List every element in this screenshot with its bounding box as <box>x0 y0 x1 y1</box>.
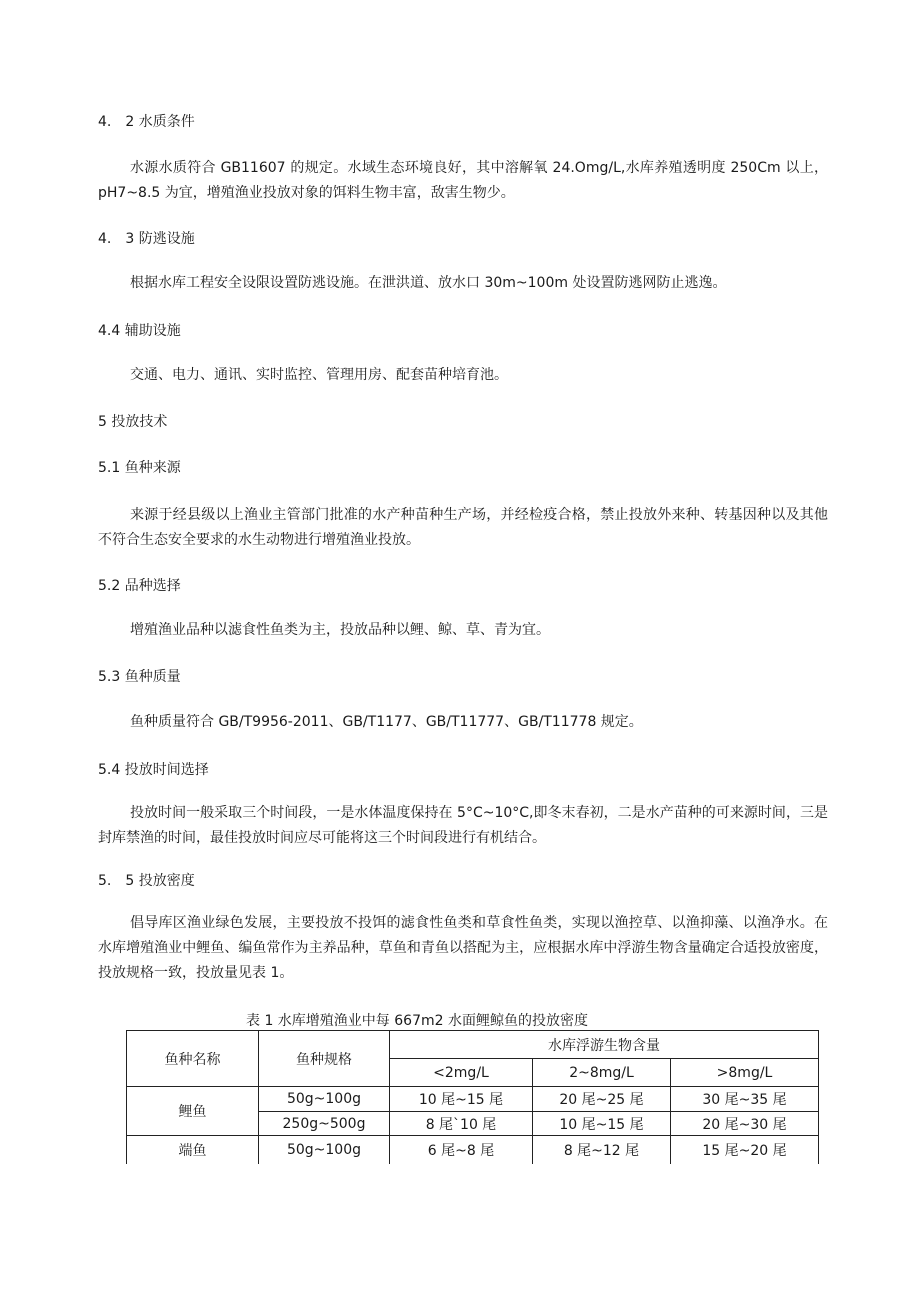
paragraph-5-2: 增殖渔业品种以滤食性鱼类为主，投放品种以鲤、鲸、草、青为宜。 <box>130 622 550 638</box>
header-plankton: 水库浮游生物含量 <box>390 1031 819 1059</box>
paragraph-5-3: 鱼种质量符合 GB/T9956-2011、GB/T1177、GB/T11777、GB/T11778 规定。 <box>130 714 643 730</box>
cell-species: 鲤鱼 <box>127 1087 259 1136</box>
paragraph-5-4: 投放时间一般采取三个时间段，一是水体温度保持在 5°C~10°C,即冬末春初，二是水产苗种的可来源时间，三是封库禁渔的时间，最佳投放时间应尽可能将这三个时间段进行有机结合。 <box>98 805 828 846</box>
table-caption: 表 1 水库增殖渔业中每 667m2 水面鲤鲸鱼的投放密度 <box>246 1013 588 1029</box>
cell-mid: 10 尾~15 尾 <box>533 1112 671 1136</box>
stocking-density-table <box>126 1030 819 1164</box>
header-high: >8mg/L <box>671 1059 819 1087</box>
paragraph-5-1: 来源于经县级以上渔业主管部门批准的水产种苗种生产场，并经检疫合格，禁止投放外来种、转基因种以及其他不符合生态安全要求的水生动物进行增殖渔业投放。 <box>98 507 828 548</box>
cell-low: 10 尾~15 尾 <box>390 1087 533 1112</box>
cell-spec: 50g~100g <box>259 1087 390 1112</box>
header-spec: 鱼种规格 <box>259 1031 390 1087</box>
cell-mid: 20 尾~25 尾 <box>533 1087 671 1112</box>
header-mid: 2~8mg/L <box>533 1059 671 1087</box>
heading-5: 5 投放技术 <box>98 414 168 430</box>
cell-high: 30 尾~35 尾 <box>671 1087 819 1112</box>
cell-high: 15 尾~20 尾 <box>671 1136 819 1164</box>
cell-species: 端鱼 <box>127 1136 259 1164</box>
cell-high: 20 尾~30 尾 <box>671 1112 819 1136</box>
paragraph-4-2: 水源水质符合 GB11607 的规定。水域生态环境良好，其中溶解氧 24.Omg/L,水库养殖透明度 250Cm 以上，pH7~8.5 为宜，增殖渔业投放对象的饵料生物丰富，敌害生物少。 <box>98 160 828 201</box>
heading-4-4: 4.4 辅助设施 <box>98 323 181 339</box>
cell-spec: 250g~500g <box>259 1112 390 1136</box>
heading-4-2: 4. 2 水质条件 <box>98 114 195 130</box>
heading-5-4: 5.4 投放时间选择 <box>98 762 209 778</box>
paragraph-4-4: 交通、电力、通讯、实时监控、管理用房、配套苗种培育池。 <box>130 367 508 383</box>
heading-5-1: 5.1 鱼种来源 <box>98 460 181 476</box>
cell-low: 8 尾`10 尾 <box>390 1112 533 1136</box>
heading-5-3: 5.3 鱼种质量 <box>98 669 181 685</box>
cell-low: 6 尾~8 尾 <box>390 1136 533 1164</box>
paragraph-4-3: 根据水库工程安全设限设置防逃设施。在泄洪道、放水口 30m~100m 处设置防逃网防止逃逸。 <box>130 275 727 291</box>
cell-mid: 8 尾~12 尾 <box>533 1136 671 1164</box>
header-low: <2mg/L <box>390 1059 533 1087</box>
heading-5-5: 5. 5 投放密度 <box>98 873 195 889</box>
heading-4-3: 4. 3 防逃设施 <box>98 231 195 247</box>
paragraph-5-5: 倡导库区渔业绿色发展，主要投放不投饵的滤食性鱼类和草食性鱼类，实现以渔控草、以渔抑藻、以渔净水。在水库增殖渔业中鲤鱼、编鱼常作为主养品种，草鱼和青鱼以搭配为主，应根据水库中浮游生物含量确定合适投放密度，投放规格一致，投放量见表 1。 <box>98 915 828 981</box>
header-species: 鱼种名称 <box>127 1031 259 1087</box>
heading-5-2: 5.2 品种选择 <box>98 578 181 594</box>
cell-spec: 50g~100g <box>259 1136 390 1164</box>
